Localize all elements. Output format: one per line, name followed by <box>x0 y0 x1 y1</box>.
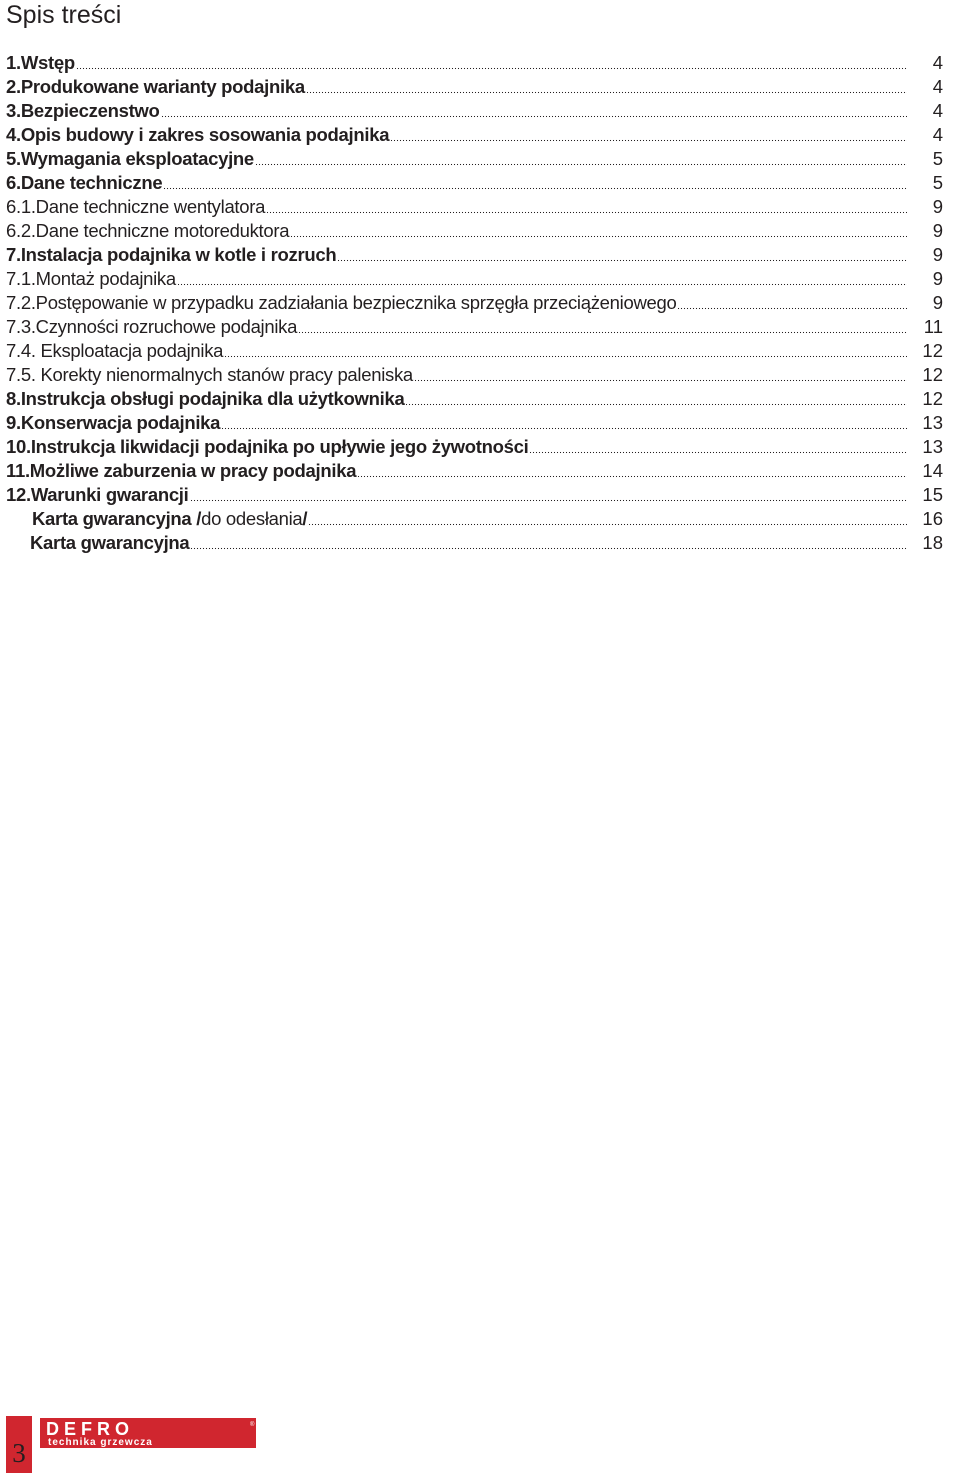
toc-entry-label: 8.Instrukcja obsługi podajnika dla użytkownika <box>6 388 405 409</box>
leader-dots <box>76 67 907 70</box>
toc-entry-label: 6.1.Dane techniczne wentylatora <box>6 196 266 217</box>
toc-entry-label: 9.Konserwacja podajnika <box>6 412 221 433</box>
toc-entry[interactable] <box>6 530 957 554</box>
toc-entry[interactable] <box>6 98 957 122</box>
leader-dots <box>308 523 907 526</box>
toc-entry-label: 2.Produkowane warianty podajnika <box>6 76 305 97</box>
toc-entry-label: 6.Dane techniczne <box>6 172 163 193</box>
toc-entry[interactable] <box>6 266 957 290</box>
toc-entry[interactable] <box>6 386 957 410</box>
logo-brand: DEFRO <box>46 1419 134 1439</box>
leader-dots <box>221 427 907 430</box>
table-of-contents <box>6 50 957 554</box>
leader-dots <box>190 499 908 502</box>
toc-entry-label: 7.4. Eksploatacja podajnika <box>6 340 224 361</box>
leader-dots <box>414 379 907 382</box>
toc-entry[interactable] <box>6 362 957 386</box>
toc-entry-label: 7.2.Postępowanie w przypadku zadziałania bezpiecznika sprzęgła przeciążeniowego <box>6 292 677 313</box>
toc-entry-page: 13 <box>922 436 943 457</box>
toc-entry-page: 9 <box>932 196 943 217</box>
leader-dots <box>390 139 907 142</box>
leader-dots <box>337 259 907 262</box>
toc-entry-label: 1.Wstęp <box>6 52 75 73</box>
leader-dots <box>177 283 907 286</box>
defro-logo <box>40 1418 256 1448</box>
page-number: 3 <box>12 1438 26 1468</box>
toc-entry-label-part: / <box>302 508 308 529</box>
leader-dots <box>190 547 907 550</box>
toc-entry[interactable] <box>6 434 957 458</box>
leader-dots <box>161 115 907 118</box>
leader-dots <box>163 187 907 190</box>
toc-entry[interactable] <box>6 218 957 242</box>
leader-dots <box>306 91 907 94</box>
toc-entry-page: 14 <box>922 460 943 481</box>
toc-entry[interactable] <box>6 338 957 362</box>
toc-entry-label: 11.Możliwe zaburzenia w pracy podajnika <box>6 460 357 481</box>
toc-entry[interactable] <box>6 170 957 194</box>
leader-dots <box>529 451 907 454</box>
toc-entry-page: 9 <box>932 268 943 289</box>
toc-entry-page: 18 <box>922 532 943 553</box>
toc-entry-page: 11 <box>923 316 943 337</box>
toc-entry-page: 9 <box>932 244 943 265</box>
toc-entry-page: 16 <box>922 508 943 529</box>
toc-entry-label-part: do odesłania <box>201 508 303 529</box>
toc-entry[interactable] <box>6 506 957 530</box>
toc-entry-page: 9 <box>932 220 943 241</box>
toc-entry-page: 15 <box>922 484 943 505</box>
toc-entry[interactable] <box>6 242 957 266</box>
toc-entry-page: 12 <box>922 364 943 385</box>
toc-entry-label: 7.3.Czynności rozruchowe podajnika <box>6 316 298 337</box>
leader-dots <box>266 211 907 214</box>
logo-tagline: technika grzewcza <box>48 1437 153 1448</box>
toc-entry[interactable] <box>6 50 957 74</box>
toc-entry-label: 7.5. Korekty nienormalnych stanów pracy paleniska <box>6 364 413 385</box>
toc-entry-page: 9 <box>932 292 943 313</box>
svg-text:®: ® <box>250 1422 255 1428</box>
toc-entry-label <box>6 508 307 530</box>
leader-dots <box>298 331 907 334</box>
toc-entry[interactable] <box>6 314 957 338</box>
toc-entry-label: Karta gwarancyjna <box>30 532 190 553</box>
toc-entry[interactable] <box>6 146 957 170</box>
toc-entry-page: 4 <box>932 52 943 73</box>
toc-entry[interactable] <box>6 458 957 482</box>
toc-entry[interactable] <box>6 290 957 314</box>
toc-entry[interactable] <box>6 194 957 218</box>
toc-entry-page: 12 <box>922 388 943 409</box>
leader-dots <box>224 355 907 358</box>
toc-entry-label-part: Karta gwarancyjna / <box>32 508 202 529</box>
toc-entry[interactable] <box>6 482 957 506</box>
leader-dots <box>255 163 907 166</box>
toc-entry-label: 3.Bezpieczenstwo <box>6 100 160 121</box>
leader-dots <box>290 235 907 238</box>
page-title: Spis treści <box>6 1 122 29</box>
leader-dots <box>357 475 907 478</box>
toc-entry-page: 4 <box>932 100 943 121</box>
toc-entry-page: 4 <box>932 76 943 97</box>
toc-entry-page: 12 <box>922 340 943 361</box>
toc-entry-page: 4 <box>932 124 943 145</box>
toc-entry[interactable] <box>6 74 957 98</box>
toc-entry-page: 13 <box>922 412 943 433</box>
toc-entry-label: 7.1.Montaż podajnika <box>6 268 176 289</box>
leader-dots <box>677 307 907 310</box>
toc-entry-label: 6.2.Dane techniczne motoreduktora <box>6 220 290 241</box>
toc-entry-label: 5.Wymagania eksploatacyjne <box>6 148 254 169</box>
toc-entry-page: 5 <box>932 148 943 169</box>
leader-dots <box>405 403 907 406</box>
toc-entry-label: 7.Instalacja podajnika w kotle i rozruch <box>6 244 337 265</box>
toc-entry-page: 5 <box>932 172 943 193</box>
toc-entry-label: 4.Opis budowy i zakres sosowania podajnika <box>6 124 390 145</box>
toc-entry-label: 12.Warunki gwarancji <box>6 484 189 505</box>
toc-entry[interactable] <box>6 122 957 146</box>
toc-entry-label: 10.Instrukcja likwidacji podajnika po upływie jego żywotności <box>6 436 529 457</box>
toc-entry[interactable] <box>6 410 957 434</box>
